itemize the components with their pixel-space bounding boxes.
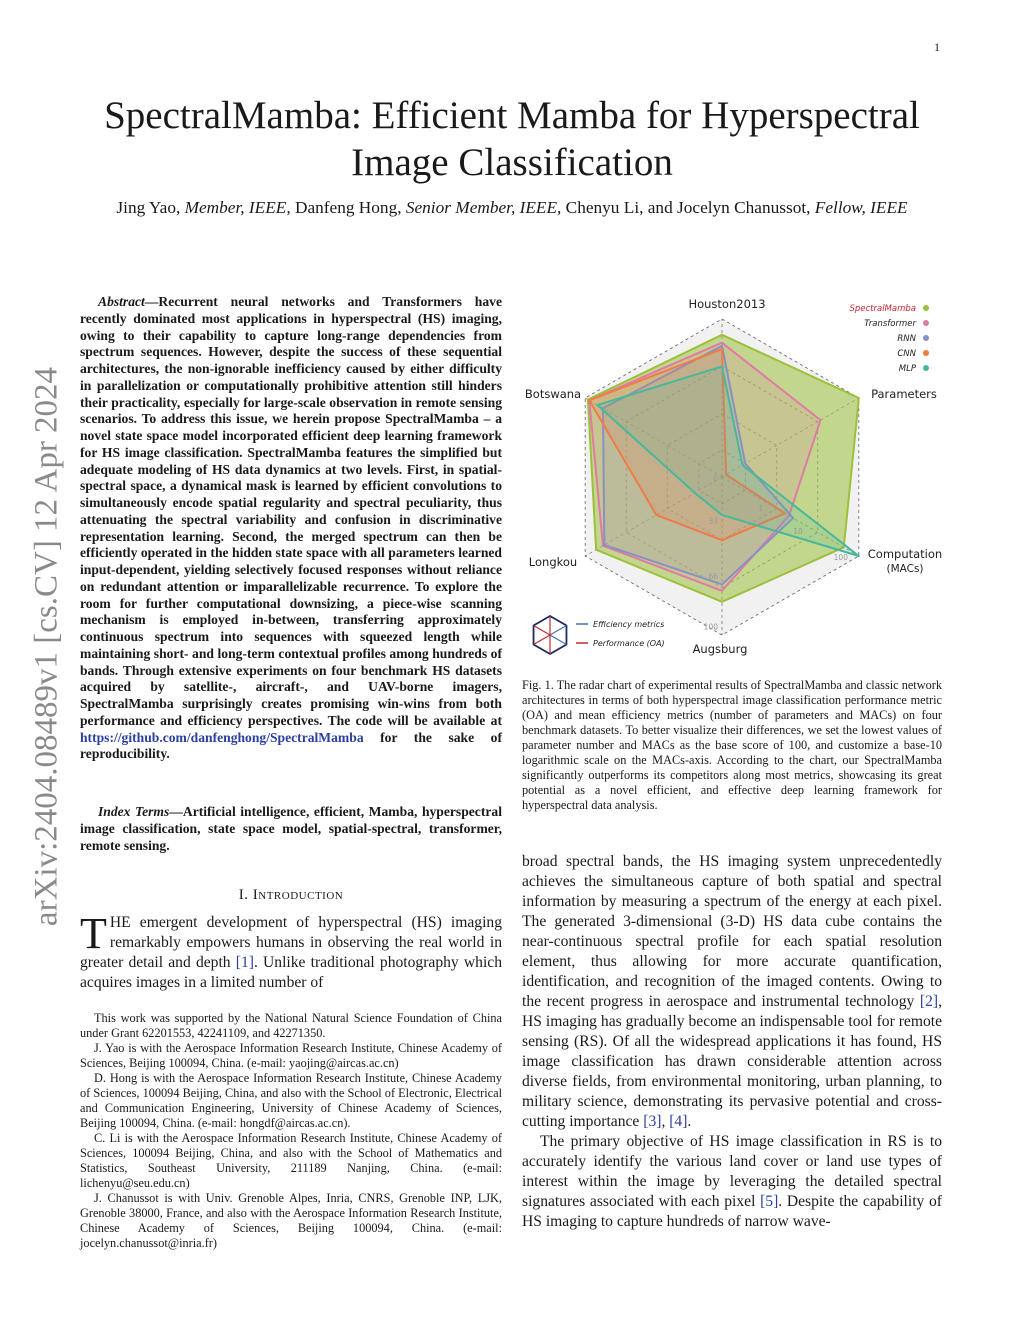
tick-label: 10 [793, 526, 803, 536]
abstract-label: Abstract— [98, 294, 159, 309]
tick-label: 100 [833, 553, 848, 563]
tick-label: 66 [708, 571, 718, 581]
citation-link[interactable]: [4] [669, 1113, 688, 1130]
page-number: 1 [934, 40, 940, 54]
index-terms-text: —Artificial intelligence, efficient, Mamba, hyperspectral image classification, state space model, spatial-spectral, transformer, remote sensing. [80, 804, 502, 853]
legend-label: CNN [897, 349, 916, 359]
legend-marker [923, 335, 929, 341]
footnotes [80, 1011, 502, 1251]
citation-link[interactable]: [5] [760, 1193, 779, 1210]
axis-label: Computation [867, 547, 943, 561]
index-terms-label: Index Terms [98, 804, 170, 819]
legend-label: MLP [898, 364, 916, 374]
intro-paragraph [80, 909, 502, 993]
drop-cap: T [80, 909, 107, 958]
hexagon-spoke [534, 635, 550, 645]
paragraph-text: . [687, 1113, 692, 1130]
code-link[interactable]: https://github.com/danfenghong/SpectralMamba [80, 729, 364, 745]
hexagon-spoke [550, 626, 566, 636]
footnote: J. Chanussot is with Univ. Grenoble Alpes, Inria, CNRS, Grenoble INP, LJK, Grenoble 38000, France, and also with the Aerospace Information Research Institute, Chinese Academy of Sciences, Beijing 100094, China. (e-mail: jocelyn.chanussot@inria.fr) [80, 1191, 502, 1250]
title-line: SpectralMamba: Efficient Mamba for Hyperspectral [104, 94, 920, 137]
paragraph-text: . Despite the capability of HS imaging to capture hundreds of narrow wave- [522, 1193, 942, 1230]
author-role: Member, IEEE, [184, 198, 291, 217]
legend-marker [923, 350, 929, 356]
axis-sublabel: (MACs) [886, 563, 924, 575]
intro-text: . Unlike traditional photography which acquires images in a limited number of [80, 954, 502, 991]
title-line: Image Classification [351, 141, 673, 184]
axis-type-legend [534, 616, 665, 654]
tick-label: 1 [758, 504, 764, 514]
paragraph-text: The primary objective of HS image classification in RS is to accurately identify the various land cover or land use types of interest within the image by leveraging the detailed spectral signatures associated with each pixel [522, 1133, 942, 1210]
tick-label: 0 [713, 474, 718, 483]
citation-link[interactable]: [1] [235, 954, 254, 971]
axis-label: Longkou [528, 555, 578, 569]
hexagon-spoke [534, 626, 550, 636]
author-role: Fellow, IEEE [814, 198, 908, 217]
abstract-text: Recurrent neural networks and Transformers have recently dominated most applications in hyperspectral (HS) imaging, owing to their capability to capture long-range dependencies from spectrum sequences. However, despite the success of these sequential architectures, the non-ignorable inefficiency caused by either difficulty in parallelization or computationally prohibitive attention still hinders their practicality, especially for large-scale observation in remote sensing scenarios. To address this issue, we herein propose SpectralMamba – a novel state space model incorporated efficient deep learning framework for HS image classification. SpectralMamba features the simplified but adequate modeling of HS data dynamics at two levels. First, in spatial-spectral space, a dynamical mask is learned by efficient convolutions to simultaneously encode spatial regularity and spectral peculiarity, thus attenuating the spectral variability and confusion in discriminative representation learning. Second, the merged spectrum can then be efficiently operated in the hidden state space with all parameters learned input-dependent, yielding selectively focused responses without reliance on redundant attention or imparallelizable recurrence. To explore the room for further computational downsizing, a piece-wise scanning mechanism is employed in-between, transferring approximately continuous spectrum into sequences with squeezed length while maintaining short- and long-term contextual profiles among hundreds of bands. Through extensive experiments on four benchmark HS datasets acquired by satellite-, aircraft-, and UAV-borne imagers, SpectralMamba surprisingly creates promising win-wins from both performance and efficiency perspectives. The code will be available at [80, 294, 502, 728]
footnote: This work was supported by the National Natural Science Foundation of China under Grant 62201553, 42241109, and 42271350. [80, 1011, 502, 1040]
separator: , [661, 1113, 670, 1130]
tick-label: 33 [708, 516, 718, 526]
body-text-right [522, 852, 942, 1232]
author-list [40, 198, 984, 218]
hexagon-spoke [550, 635, 566, 645]
footnote: J. Yao is with the Aerospace Information Research Institute, Chinese Academy of Sciences, Beijing 100094, China. (e-mail: yaojing@aircas.ac.cn) [80, 1041, 502, 1070]
series-legend [849, 304, 929, 374]
citation-link[interactable]: [2] [919, 993, 939, 1010]
index-terms [80, 804, 502, 854]
paragraph [522, 1132, 942, 1232]
author-name: Chenyu Li, and Jocelyn Chanussot, [561, 198, 815, 217]
author-name: Jing Yao, [116, 198, 185, 217]
axis-label: Parameters [871, 387, 937, 401]
legend-marker [923, 320, 929, 326]
axis-legend-label: Performance (OA) [593, 639, 665, 648]
arxiv-identifier: arXiv:2404.08489v1 [cs.CV] 12 Apr 2024 [28, 366, 65, 927]
tick-label: 100 [703, 622, 718, 632]
legend-label: Transformer [864, 319, 916, 329]
footnote: C. Li is with the Aerospace Information Research Institute, Chinese Academy of Sciences, 100094 Beijing, China, and also with the School of Mathematics and Statistics, Southeast University, 211189 Nanjing, China. (e-mail: lichenyu@seu.edu.cn) [80, 1131, 502, 1190]
section-heading: I. Introduction [238, 887, 344, 903]
intro-text: HE emergent development of hyperspectral (HS) imaging remarkably empowers humans in observing the real world in greater detail and depth [80, 914, 502, 971]
legend-marker [923, 365, 929, 371]
radar-chart [520, 290, 950, 670]
footnote: D. Hong is with the Aerospace Information Research Institute, Chinese Academy of Sciences, 100094 Beijing, China, and also with the School of Electronic, Electrical and Communication Engineering, University of Chinese Academy of Sciences, Beijing 100094, China. (e-mail: hongdf@aircas.ac.cn). [80, 1071, 502, 1130]
paper-title [40, 92, 984, 186]
axis-legend-label: Efficiency metrics [593, 620, 665, 629]
legend-label: SpectralMamba [849, 304, 916, 314]
abstract-tail: for the sake of reproducibility. [80, 729, 502, 762]
figure-caption: Fig. 1. The radar chart of experimental results of SpectralMamba and classic network architectures in terms of both hyperspectral image classification performance metric (OA) and mean efficiency metrics (number of parameters and MACs) on four benchmark datasets. To better visualize their differences, we set the lowest values of parameter number and MACs as the base score of 100, and customize a base-10 logarithmic scale on the MACs-axis. According to the chart, our SpectralMamba significantly outperforms its competitors along most metrics, showcasing its great potential as a novel efficient, and effective deep learning framework for hyperspectral data analysis. [522, 678, 942, 812]
legend-marker [923, 305, 929, 311]
author-role: Senior Member, IEEE, [405, 198, 562, 217]
axis-label: Augsburg [692, 642, 748, 656]
paragraph [522, 852, 942, 1132]
paragraph-text: broad spectral bands, the HS imaging system unprecedentedly achieves the simultaneous capture of both spatial and spectral information by measuring a spectrum of the energy at each pixel. The generated 3-dimensional (3-D) HS data cube contains the near-continuous spectral profile for each spatial resolution element, thus allowing for more accurate quantification, identification, and recognition of the imaged contents. Owing to the recent progress in aerospace and instrumental technology [522, 853, 942, 1010]
axis-label: Botswana [524, 387, 582, 401]
axis-label: Houston2013 [688, 297, 766, 311]
abstract [80, 294, 502, 763]
paragraph-text: , HS imaging has gradually become an indispensable tool for remote sensing (RS). Of all the widespread applications it has found, HS image classification has drawn considerable attention across diverse fields, from environmental monitoring, urban planning, to military science, demonstrating its pervasive potential and cross-cutting importance [522, 993, 942, 1130]
author-name: Danfeng Hong, [290, 198, 406, 217]
legend-label: RNN [897, 334, 916, 344]
citation-link[interactable]: [3] [643, 1113, 662, 1130]
